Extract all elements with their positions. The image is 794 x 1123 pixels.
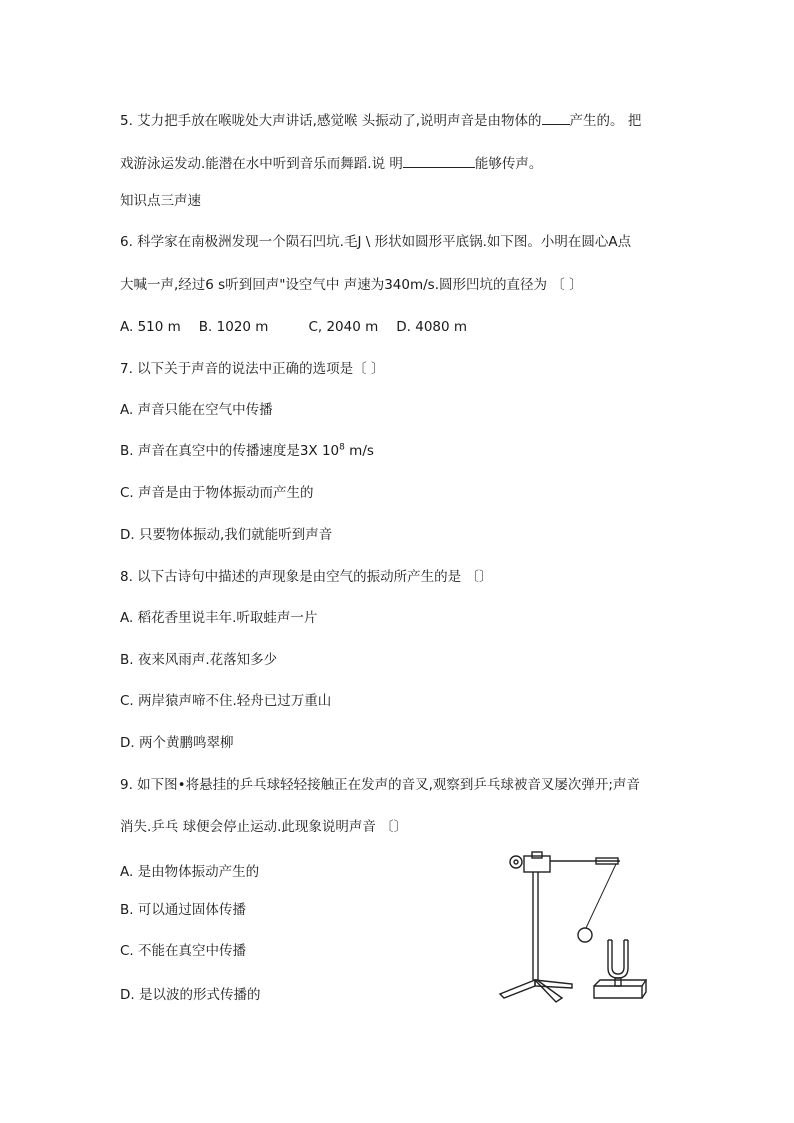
q5-text-4: 能够传声。	[474, 156, 543, 172]
answer-blank	[542, 110, 570, 125]
question-5-line-2	[120, 153, 542, 173]
q7-exponent: 8	[339, 442, 345, 453]
q6-option-b: B. 1020 m	[198, 319, 269, 335]
question-6-options	[120, 318, 467, 336]
q7-option-d: D. 只要物体振动,我们就能听到声音	[120, 527, 333, 543]
q7-option-c: C. 声音是由于物体振动而产生的	[120, 485, 314, 501]
q6-option-d: D. 4080 m	[396, 319, 468, 335]
q6-option-c: C, 2040 m	[308, 319, 379, 335]
sound-box	[594, 980, 646, 998]
q5-text-3: 戏游泳运发动.能潜在水中听到音乐而舞蹈.说 明	[120, 156, 403, 172]
section-heading: 知识点三声速	[120, 193, 201, 209]
question-7-stem: 7. 以下关于声音的说法中正确的选项是〔 〕	[120, 361, 385, 377]
q8-option-b: B. 夜来风雨声.花落知多少	[120, 652, 278, 668]
question-5-line-1	[120, 110, 641, 130]
q9-option-c: C. 不能在真空中传播	[120, 943, 247, 959]
question-9-line-1: 9. 如下图•将悬挂的乒乓球轻轻接触正在发声的音叉,观察到乒乓球被音叉屡次弹开;声音	[120, 777, 640, 793]
q9-option-b: B. 可以通过固体传播	[120, 902, 246, 918]
q8-option-a: A. 稻花香里说丰年.听取蛙声一片	[120, 610, 318, 626]
question-8-stem: 8. 以下古诗句中描述的声现象是由空气的振动所产生的是 〔〕	[120, 569, 493, 585]
q7-option-b	[120, 442, 374, 460]
answer-blank	[403, 153, 475, 168]
tuning-fork-figure	[496, 846, 666, 1006]
question-6-line-2: 大喊一声,经过6 s听到回声"设空气中 声速为340m/s.圆形凹坑的直径为 〔 〕	[120, 277, 583, 293]
q5-text-2: 产生的。 把	[569, 113, 642, 129]
ping-pong-ball	[578, 928, 592, 942]
q8-option-c: C. 两岸猿声啼不住.轻舟已过万重山	[120, 693, 332, 709]
q7-option-b-text: B. 声音在真空中的传播速度是3X 10	[120, 443, 340, 459]
tripod-base	[500, 980, 572, 1002]
question-9-line-2: 消失.乒乓 球便会停止运动.此现象说明声音 〔〕	[120, 819, 408, 835]
clamp-knob	[510, 856, 522, 868]
q5-text-1: 5. 艾力把手放在喉咙处大声讲话,感觉喉 头振动了,说明声音是由物体的	[120, 113, 542, 129]
q8-option-d: D. 两个黄鹏鸣翠柳	[120, 735, 234, 751]
q7-option-a: A. 声音只能在空气中传播	[120, 402, 273, 418]
q9-option-a: A. 是由物体振动产生的	[120, 864, 260, 880]
q9-option-d: D. 是以波的形式传播的	[120, 987, 261, 1003]
question-6-line-1: 6. 科学家在南极洲发现一个陨石凹坑.毛J \ 形状如圆形平底锅.如下图。小明在圆心A点	[120, 234, 632, 250]
q6-option-a: A. 510 m	[120, 319, 181, 335]
tuning-fork	[608, 940, 628, 986]
suspension-string	[586, 864, 616, 928]
q7-option-b-unit: m/s	[344, 443, 374, 459]
clamp	[524, 852, 550, 872]
